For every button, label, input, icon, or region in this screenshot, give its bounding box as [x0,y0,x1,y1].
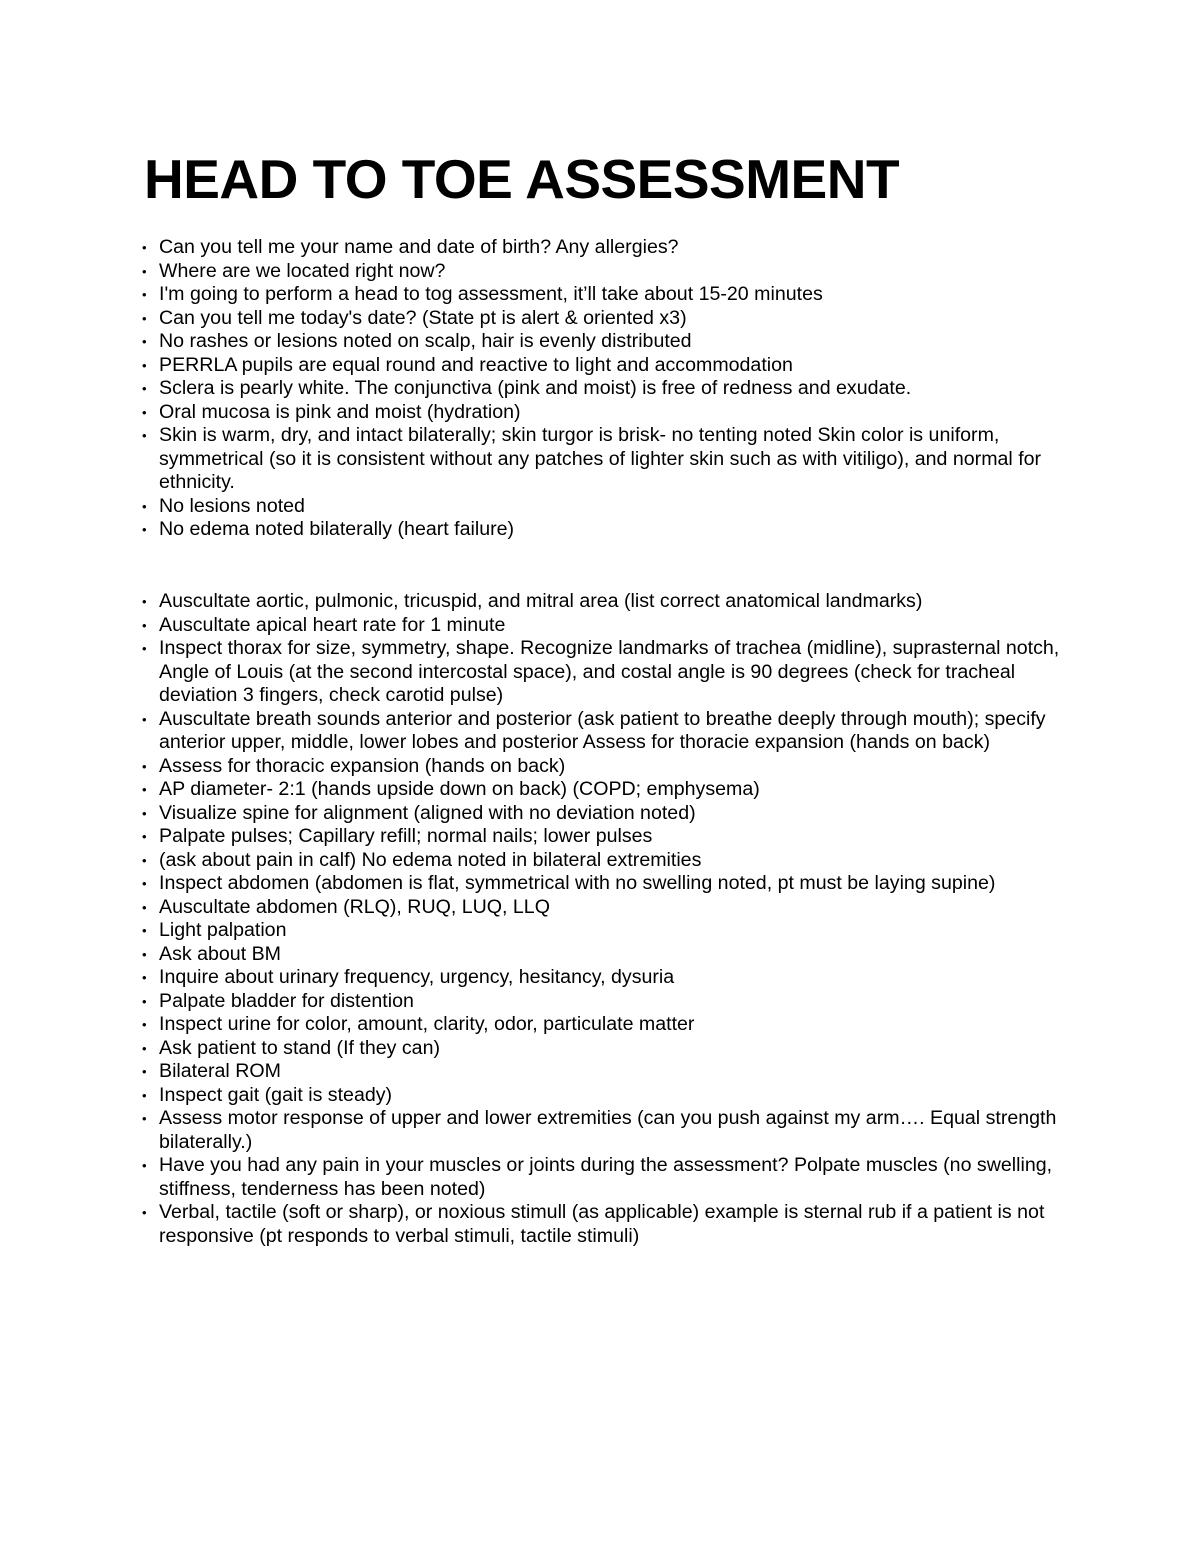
list-item-text: Inspect gait (gait is steady) [159,1083,393,1106]
bullet-icon: • [142,1205,147,1220]
list-item-text: (ask about pain in calf) No edema noted in bilateral extremities [159,848,702,871]
bullet-icon: • [142,498,147,514]
list-item-text: Auscultate aortic, pulmonic, tricuspid, and mitral area (list correct anatomical landmarks) [159,590,923,612]
list-item-text: Visualize spine for alignment (aligned with no deviation noted) [159,801,696,824]
bullet-icon: • [142,876,147,891]
list-item [142,590,1072,614]
list-item-text: Auscultate breath sounds anterior and posterior (ask patient to breathe deeply through mouth); specify anterior upper, middle, lower lobes and posterior Assess for thoracie expansion (hands on back) [159,707,1046,753]
list-item [142,708,1072,755]
list-item [142,495,1072,519]
list-item [142,755,1072,779]
list-item-text: Inquire about urinary frequency, urgency, hesitancy, dysuria [159,966,675,988]
bullet-icon: • [142,357,147,373]
bullet-icon: • [142,805,147,821]
list-item-text: Verbal, tactile (soft or sharp), or noxious stimull (as applicable) example is sternal rub if a patient is not responsive (pt responds to verbal stimuli, tactile stimuli) [159,1201,1045,1247]
assessment-list-systems [142,590,1072,1248]
bullet-icon: • [142,263,147,279]
list-item-text: Inspect thorax for size, symmetry, shape. Recognize landmarks of trachea (midline), suprasternal notch, Angle of Louis (at the second intercostal space), and costal angle is 90 degrees (check for tracheal deviation 3 fingers, check carotid pulse) [159,637,1060,706]
list-item-text: AP diameter- 2:1 (hands upside down on back) (COPD; emphysema) [159,778,760,800]
bullet-icon: • [142,829,147,844]
list-item-text: No edema noted bilaterally (heart failure) [159,518,515,540]
bullet-icon: • [142,641,147,656]
list-item [142,990,1072,1014]
list-item [142,260,1072,284]
list-item [142,778,1072,802]
bullet-icon: • [142,923,147,938]
list-item [142,1084,1072,1108]
bullet-icon: • [142,711,147,727]
list-item [142,401,1072,425]
list-item-text: Sclera is pearly white. The conjunctiva (pink and moist) is free of redness and exudate. [159,377,912,399]
list-item [142,1060,1072,1084]
bullet-icon: • [142,782,147,797]
list-item [142,849,1072,873]
list-item [142,966,1072,990]
bullet-icon: • [142,1158,147,1173]
bullet-icon: • [142,758,147,774]
bullet-icon: • [142,404,147,420]
list-item [142,1154,1072,1201]
list-item [142,1107,1072,1154]
list-item-text: Auscultate abdomen (RLQ), RUQ, LUQ, LLQ [159,895,550,918]
bullet-icon: • [142,899,147,915]
list-item [142,943,1072,967]
list-item-text: Inspect urine for color, amount, clarity, odor, particulate matter [159,1013,695,1035]
list-item [142,1201,1072,1248]
list-item-text: Ask about BM [159,942,281,965]
list-item-text: Oral mucosa is pink and moist (hydration) [159,400,521,423]
list-item-text: Palpate bladder for distention [159,989,414,1012]
bullet-icon: • [142,1017,147,1032]
bullet-icon: • [142,1087,147,1103]
list-item-text: No lesions noted [159,494,305,517]
list-item-text: Auscultate apical heart rate for 1 minute [159,613,506,636]
bullet-icon: • [142,993,147,1009]
list-item-text: I'm going to perform a head to tog assessment, it’ll take about 15-20 minutes [159,283,823,305]
list-item-text: Have you had any pain in your muscles or joints during the assessment? Polpate muscles (no swelling, stiffness, tenderness has been noted) [159,1154,1053,1200]
bullet-icon: • [142,594,147,609]
list-item-text: Skin is warm, dry, and intact bilaterally; skin turgor is brisk- no tenting noted Skin color is uniform, symmetrical (so it is consistent without any patches of lighter skin such as with vitiligo), and normal for ethnicity. [159,424,1042,493]
list-item-text: Can you tell me today's date? (State pt is alert & oriented x3) [159,306,687,329]
list-item [142,825,1072,849]
list-item [142,637,1072,708]
list-item-text: Assess motor response of upper and lower extremities (can you push against my arm…. Equal strength bilaterally.) [159,1107,1057,1153]
list-item-text: PERRLA pupils are equal round and reactive to light and accommodation [159,353,793,376]
list-item [142,518,1072,542]
page-title: HEAD TO TOE ASSESSMENT [144,148,900,210]
bullet-icon: • [142,852,147,868]
bullet-icon: • [142,287,147,302]
list-item-text: Assess for thoracic expansion (hands on back) [159,754,566,777]
bullet-icon: • [142,946,147,962]
list-item [142,283,1072,307]
list-item [142,424,1072,495]
list-item-text: Light palpation [159,919,287,941]
bullet-icon: • [142,240,147,255]
list-item [142,1037,1072,1061]
list-item [142,330,1072,354]
bullet-icon: • [142,1064,147,1079]
bullet-icon: • [142,334,147,349]
list-item [142,307,1072,331]
list-item [142,919,1072,943]
list-item [142,377,1072,401]
bullet-icon: • [142,522,147,537]
list-item [142,1013,1072,1037]
assessment-list-general [142,236,1072,542]
list-item-text: No rashes or lesions noted on scalp, hair is evenly distributed [159,330,692,352]
bullet-icon: • [142,428,147,443]
bullet-icon: • [142,381,147,396]
list-item [142,872,1072,896]
bullet-icon: • [142,617,147,633]
list-item [142,802,1072,826]
bullet-icon: • [142,970,147,985]
list-item-text: Inspect abdomen (abdomen is flat, symmetrical with no swelling noted, pt must be laying supine) [159,872,996,894]
list-item-text: Where are we located right now? [159,259,446,282]
list-item [142,896,1072,920]
list-item [142,354,1072,378]
bullet-icon: • [142,1040,147,1056]
list-item-text: Ask patient to stand (If they can) [159,1036,440,1059]
list-item-text: Palpate pulses; Capillary refill; normal nails; lower pulses [159,825,653,847]
bullet-icon: • [142,1111,147,1126]
list-item-text: Bilateral ROM [159,1060,281,1082]
list-item-text: Can you tell me your name and date of birth? Any allergies? [159,236,679,258]
list-item [142,236,1072,260]
bullet-icon: • [142,310,147,326]
list-item [142,614,1072,638]
